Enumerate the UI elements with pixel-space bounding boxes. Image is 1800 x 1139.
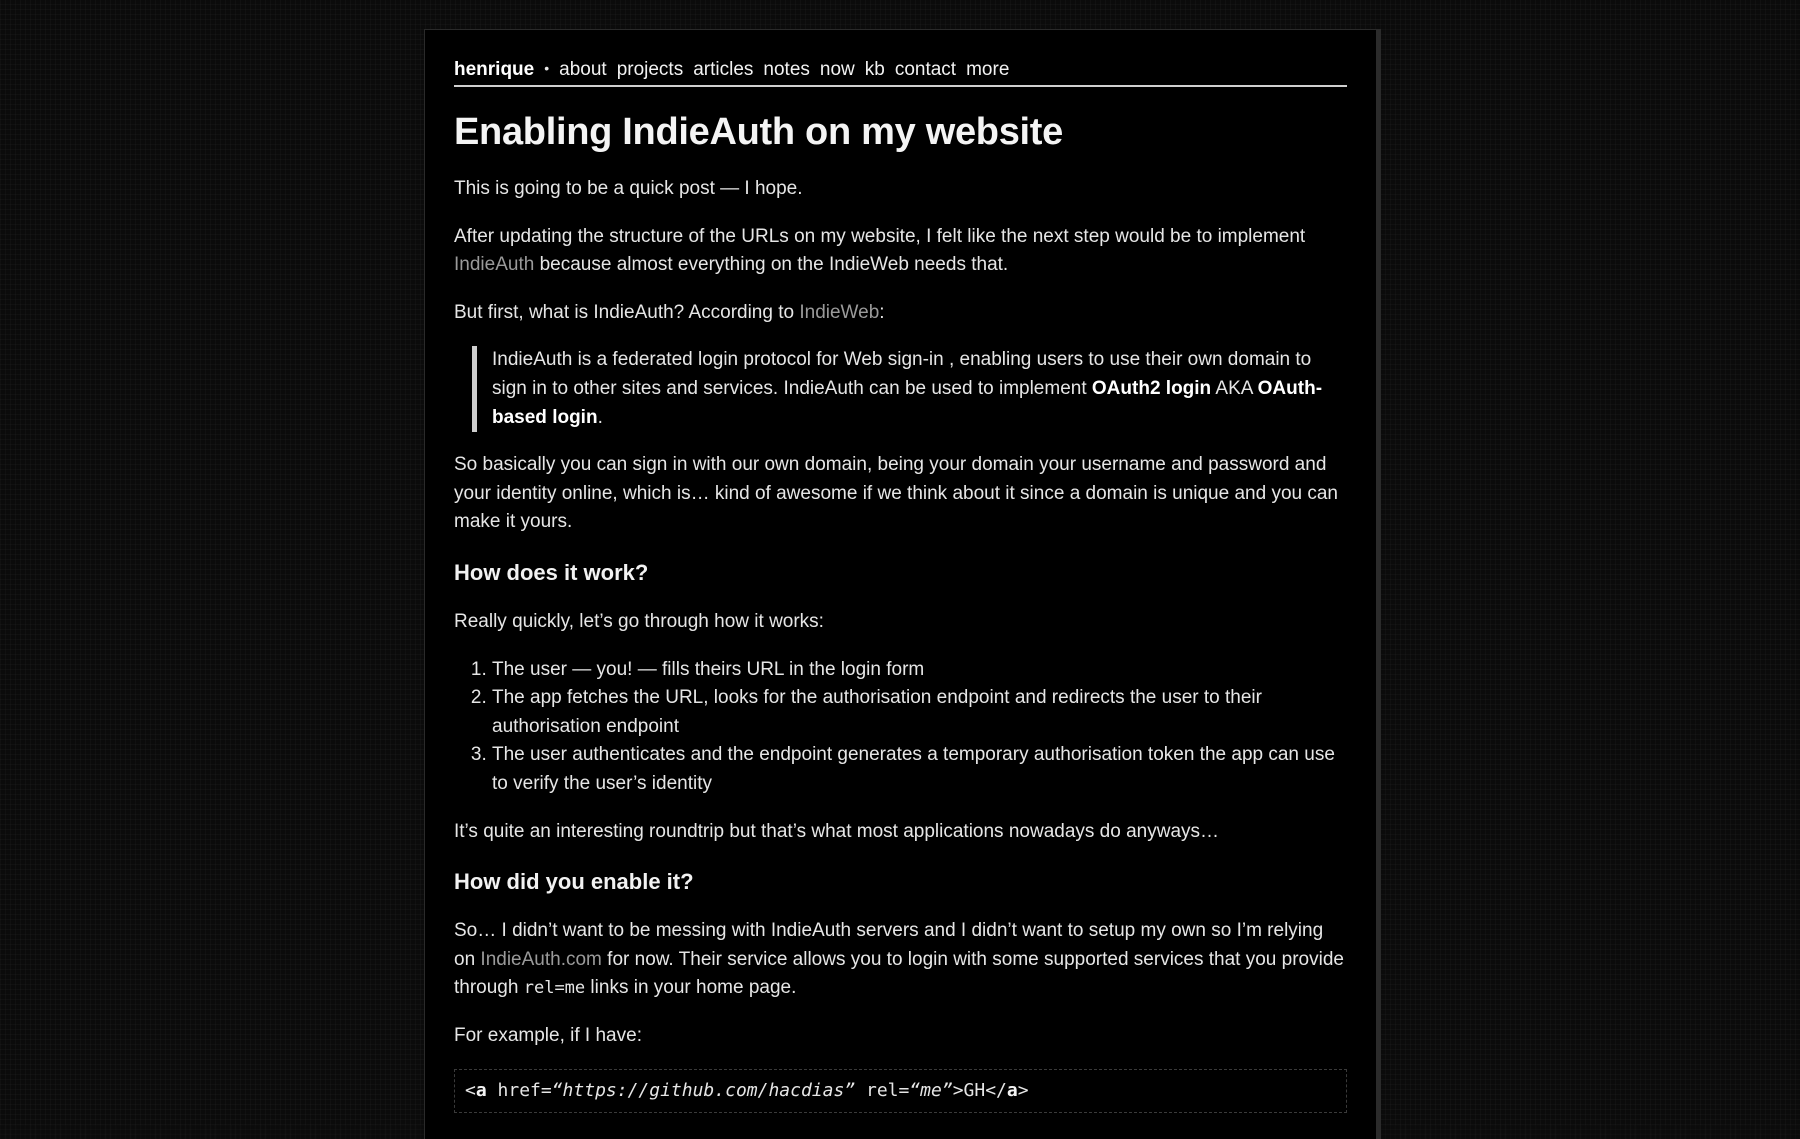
code-attr: href= <box>486 1080 552 1102</box>
text-span: links in your home page. <box>585 977 797 999</box>
text-span: So… I didn’t want to be messing with IndieAuth servers and I didn’t want to setup my own so I’m relying on <box>454 920 1324 970</box>
nav-link-projects[interactable]: projects <box>616 59 684 80</box>
article-paragraph: It’s quite an interesting roundtrip but that’s what most applications nowadays do anyways… <box>454 820 1220 842</box>
site-nav <box>454 30 1347 87</box>
article-title: Enabling IndieAuth on my website <box>454 111 1063 153</box>
code-token: < <box>465 1080 476 1102</box>
code-attr: rel= <box>855 1080 910 1102</box>
nav-separator: • <box>544 60 550 76</box>
text-span: for now. Their service allows you to login with some supported services that you provide through <box>454 948 1344 999</box>
code-token: >GH</ <box>952 1080 1007 1102</box>
text-span: : <box>879 301 885 323</box>
article-paragraph: For example, if I have: <box>454 1024 642 1046</box>
nav-link-about[interactable]: about <box>559 59 607 80</box>
nav-link-notes[interactable]: notes <box>763 59 810 80</box>
list-item: 3. The user authenticates and the endpoint generates a temporary authorisation token the app can use to verify the user’s identity <box>492 741 1347 798</box>
code-tag: a <box>1006 1080 1018 1102</box>
article <box>454 109 1347 1113</box>
bold-text: OAuth-based login <box>492 377 1323 428</box>
code-token: > <box>1017 1080 1029 1102</box>
section-heading-how-it-works: How does it work? <box>454 559 649 585</box>
code-tag: a <box>475 1080 487 1102</box>
bold-text: OAuth2 login <box>1091 377 1212 399</box>
section-heading-how-enabled: How did you enable it? <box>454 869 694 895</box>
code-string: “me” <box>909 1080 953 1102</box>
nav-link-more[interactable]: more <box>966 59 1010 80</box>
list-item: 2. The app fetches the URL, looks for the authorisation endpoint and redirects the user to their authorisation endpoint <box>492 684 1347 741</box>
article-paragraph: Really quickly, let’s go through how it works: <box>454 610 824 632</box>
article-paragraph <box>454 917 1347 1003</box>
nav-link-kb[interactable]: kb <box>864 59 885 80</box>
article-paragraph: So basically you can sign in with our own domain, being your domain your username and password and your identity online, which is… kind of awesome if we think about it since a domain is unique and you can make it yours. <box>454 454 1338 533</box>
text-span: IndieAuth is a federated login protocol for Web sign-in , enabling users to use their own domain to sign in to other sites and services. IndieAuth can be used to implement <box>492 349 1312 399</box>
nav-brand-link[interactable]: henrique <box>454 59 535 80</box>
list-item: 1. The user — you! — fills theirs URL in the login form <box>492 656 1347 685</box>
text-span: AKA <box>1211 377 1258 399</box>
indieauth-com-link[interactable]: IndieAuth.com <box>480 948 602 970</box>
page-container <box>424 29 1376 1139</box>
indieauth-link[interactable]: IndieAuth <box>454 254 535 276</box>
nav-link-now[interactable]: now <box>819 59 855 80</box>
nav-link-articles[interactable]: articles <box>693 59 754 80</box>
steps-list <box>454 656 1347 799</box>
code-block <box>454 1069 1347 1113</box>
quote-block <box>472 346 1347 432</box>
text-span: because almost everything on the IndieWeb needs that. <box>534 254 1009 276</box>
article-paragraph <box>454 299 1347 328</box>
inline-code: rel=me <box>523 978 586 999</box>
text-span: But first, what is IndieAuth? According to <box>454 301 800 323</box>
article-paragraph: This is going to be a quick post — I hope. <box>454 178 803 199</box>
nav-link-contact[interactable]: contact <box>894 59 957 80</box>
text-span: . <box>597 406 603 428</box>
article-paragraph <box>454 223 1347 280</box>
text-span: After updating the structure of the URLs on my website, I felt like the next step would be to implement <box>454 225 1306 247</box>
indieweb-link[interactable]: IndieWeb <box>799 301 880 323</box>
code-string: “https://github.com/hacdias” <box>551 1080 856 1102</box>
